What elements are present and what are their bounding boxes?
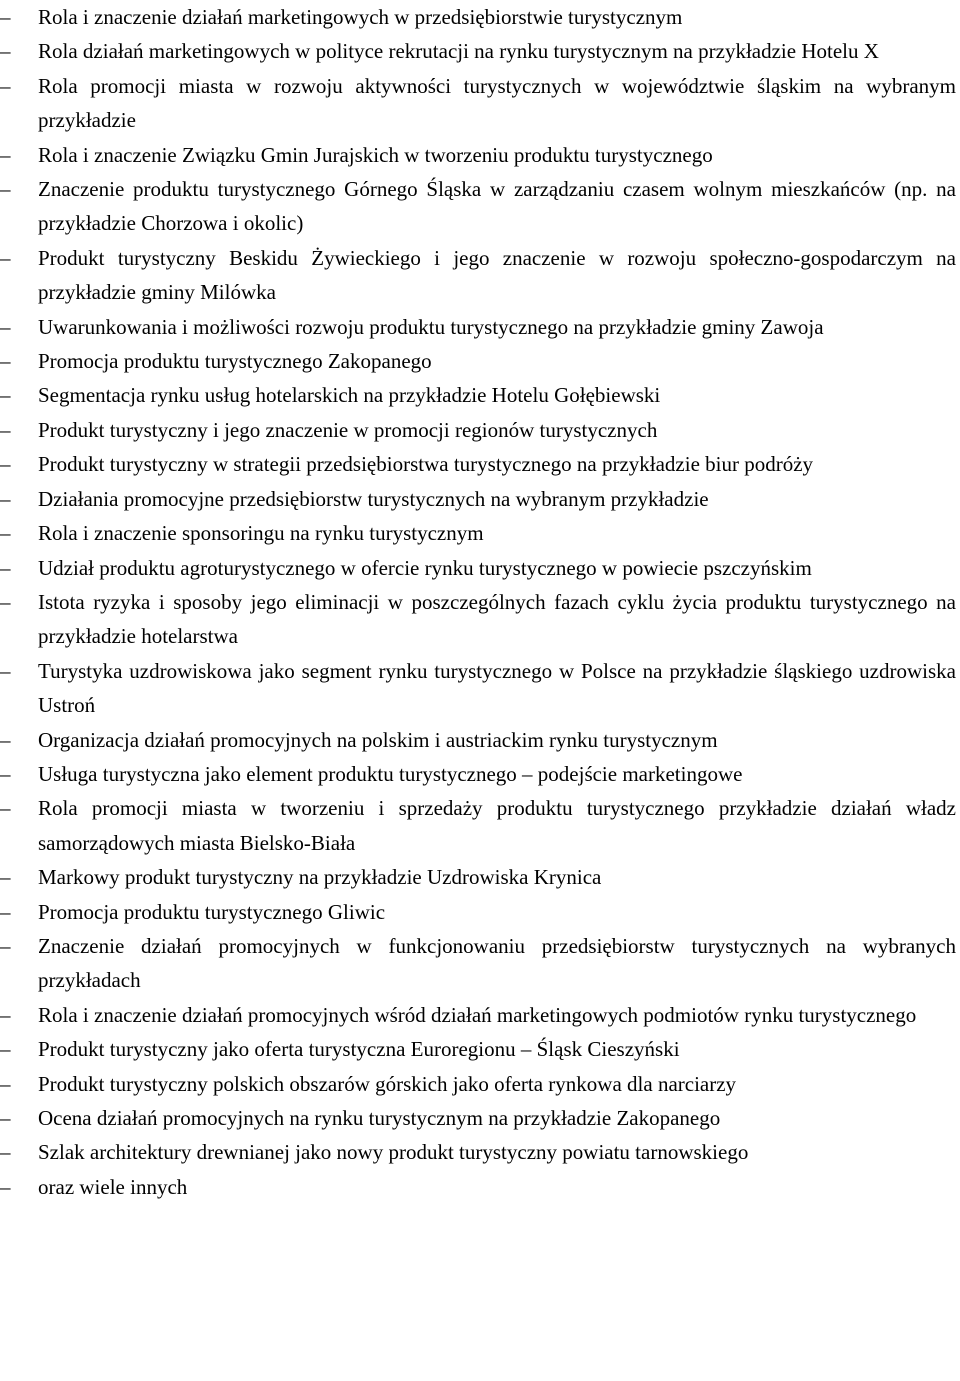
bullet-dash: – bbox=[0, 142, 11, 167]
list-item bbox=[0, 791, 960, 860]
list-item bbox=[0, 1170, 960, 1204]
list-item bbox=[0, 34, 960, 68]
bullet-dash: – bbox=[0, 73, 11, 98]
list-item bbox=[0, 241, 960, 310]
topic-text: Produkt turystyczny i jego znaczenie w promocji regionów turystycznych bbox=[38, 417, 658, 442]
bullet-dash: – bbox=[0, 452, 11, 477]
list-item bbox=[0, 344, 960, 378]
bullet-dash: – bbox=[0, 1071, 11, 1096]
list-item bbox=[0, 1135, 960, 1169]
list-item bbox=[0, 654, 960, 723]
topic-text: Istota ryzyka i sposoby jego eliminacji w poszczególnych fazach cyklu życia produktu turystycznego na przykładzie hotelarstwa bbox=[38, 589, 956, 649]
list-item bbox=[0, 172, 960, 241]
topic-text: Znaczenie działań promocyjnych w funkcjonowaniu przedsiębiorstw turystycznych na wybranych przykładach bbox=[38, 933, 956, 993]
topic-text: Promocja produktu turystycznego Zakopanego bbox=[38, 349, 432, 374]
list-item bbox=[0, 482, 960, 516]
bullet-dash: – bbox=[0, 658, 11, 683]
bullet-dash: – bbox=[0, 314, 11, 339]
topic-text: Ocena działań promocyjnych na rynku turystycznym na przykładzie Zakopanego bbox=[38, 1106, 721, 1130]
bullet-dash: – bbox=[0, 727, 11, 752]
list-item bbox=[0, 138, 960, 172]
list-item bbox=[0, 69, 960, 138]
bullet-dash: – bbox=[0, 933, 11, 958]
list-item bbox=[0, 895, 960, 929]
list-item bbox=[0, 447, 960, 481]
list-item bbox=[0, 757, 960, 791]
list-item bbox=[0, 516, 960, 550]
list-item bbox=[0, 1032, 960, 1066]
topic-text: Usługa turystyczna jako element produktu turystycznego – podejście marketingowe bbox=[38, 761, 743, 786]
topic-text: Turystyka uzdrowiskowa jako segment rynku turystycznego w Polsce na przykładzie śląskiego uzdrowiska Ustroń bbox=[38, 658, 956, 718]
topic-text: Segmentacja rynku usług hotelarskich na przykładzie Hotelu Gołębiewski bbox=[38, 383, 661, 408]
topic-text: Rola i znaczenie Związku Gmin Jurajskich w tworzeniu produktu turystycznego bbox=[38, 142, 713, 167]
topic-text: Produkt turystyczny w strategii przedsiębiorstwa turystycznego na przykładzie biur podróży bbox=[38, 452, 814, 477]
list-item bbox=[0, 378, 960, 412]
bullet-dash: – bbox=[0, 555, 11, 580]
topic-text: Znaczenie produktu turystycznego Górnego Śląska w zarządzaniu czasem wolnym mieszkańców (np. na przykładzie Chorzowa i okolic) bbox=[38, 177, 956, 236]
topic-text: Szlak architektury drewnianej jako nowy produkt turystyczny powiatu tarnowskiego bbox=[38, 1140, 749, 1165]
bullet-dash: – bbox=[0, 177, 11, 202]
topic-text: Rola promocji miasta w rozwoju aktywności turystycznych w województwie śląskim na wybranym przykładzie bbox=[38, 73, 956, 133]
bullet-dash: – bbox=[0, 245, 11, 270]
bullet-dash: – bbox=[0, 5, 11, 29]
topic-text: Promocja produktu turystycznego Gliwic bbox=[38, 899, 386, 924]
topic-text: oraz wiele innych bbox=[38, 1174, 188, 1199]
bullet-dash: – bbox=[0, 39, 11, 64]
bullet-dash: – bbox=[0, 1106, 11, 1130]
bullet-dash: – bbox=[0, 383, 11, 408]
bullet-dash: – bbox=[0, 1140, 11, 1165]
list-item bbox=[0, 929, 960, 998]
bullet-dash: – bbox=[0, 589, 11, 614]
bullet-dash: – bbox=[0, 417, 11, 442]
list-item bbox=[0, 860, 960, 894]
bullet-dash: – bbox=[0, 899, 11, 924]
bullet-dash: – bbox=[0, 1002, 11, 1027]
list-item bbox=[0, 551, 960, 585]
list-item bbox=[0, 1101, 960, 1135]
bullet-dash: – bbox=[0, 865, 11, 890]
list-item bbox=[0, 413, 960, 447]
topic-text: Produkt turystyczny jako oferta turystyczna Euroregionu – Śląsk Cieszyński bbox=[38, 1037, 680, 1062]
bullet-dash: – bbox=[0, 349, 11, 374]
topic-text: Produkt turystyczny Beskidu Żywieckiego i jego znaczenie w rozwoju społeczno-gospodarczym na przykładzie gminy Milówka bbox=[38, 245, 956, 305]
list-item bbox=[0, 585, 960, 654]
bullet-dash: – bbox=[0, 521, 11, 546]
topic-text: Udział produktu agroturystycznego w ofercie rynku turystycznego w powiecie pszczyńskim bbox=[38, 555, 812, 580]
list-item bbox=[0, 0, 960, 34]
topic-text: Rola i znaczenie działań promocyjnych wśród działań marketingowych podmiotów rynku turystycznego bbox=[38, 1002, 917, 1027]
topic-text: Markowy produkt turystyczny na przykładzie Uzdrowiska Krynica bbox=[38, 865, 602, 890]
topic-text: Produkt turystyczny polskich obszarów górskich jako oferta rynkowa dla narciarzy bbox=[38, 1071, 737, 1096]
list-item bbox=[0, 998, 960, 1032]
topic-text: Organizacja działań promocyjnych na polskim i austriackim rynku turystycznym bbox=[38, 727, 718, 752]
topic-text: Rola działań marketingowych w polityce rekrutacji na rynku turystycznym na przykładzie Hotelu X bbox=[38, 39, 879, 64]
list-item bbox=[0, 1067, 960, 1101]
topic-text: Rola i znaczenie sponsoringu na rynku turystycznym bbox=[38, 521, 484, 546]
bullet-dash: – bbox=[0, 796, 11, 821]
list-item bbox=[0, 310, 960, 344]
bullet-dash: – bbox=[0, 1037, 11, 1062]
bullet-dash: – bbox=[0, 486, 11, 511]
topic-text: Uwarunkowania i możliwości rozwoju produktu turystycznego na przykładzie gminy Zawoja bbox=[38, 314, 824, 339]
list-item bbox=[0, 723, 960, 757]
topic-text: Rola i znaczenie działań marketingowych w przedsiębiorstwie turystycznym bbox=[38, 5, 683, 29]
topic-text: Rola promocji miasta w tworzeniu i sprzedaży produktu turystycznego przykładzie działań władz samorządowych miasta Bielsko-Biała bbox=[38, 796, 956, 855]
bullet-dash: – bbox=[0, 761, 11, 786]
topic-text: Działania promocyjne przedsiębiorstw turystycznych na wybranym przykładzie bbox=[38, 486, 709, 511]
bullet-dash: – bbox=[0, 1174, 11, 1199]
